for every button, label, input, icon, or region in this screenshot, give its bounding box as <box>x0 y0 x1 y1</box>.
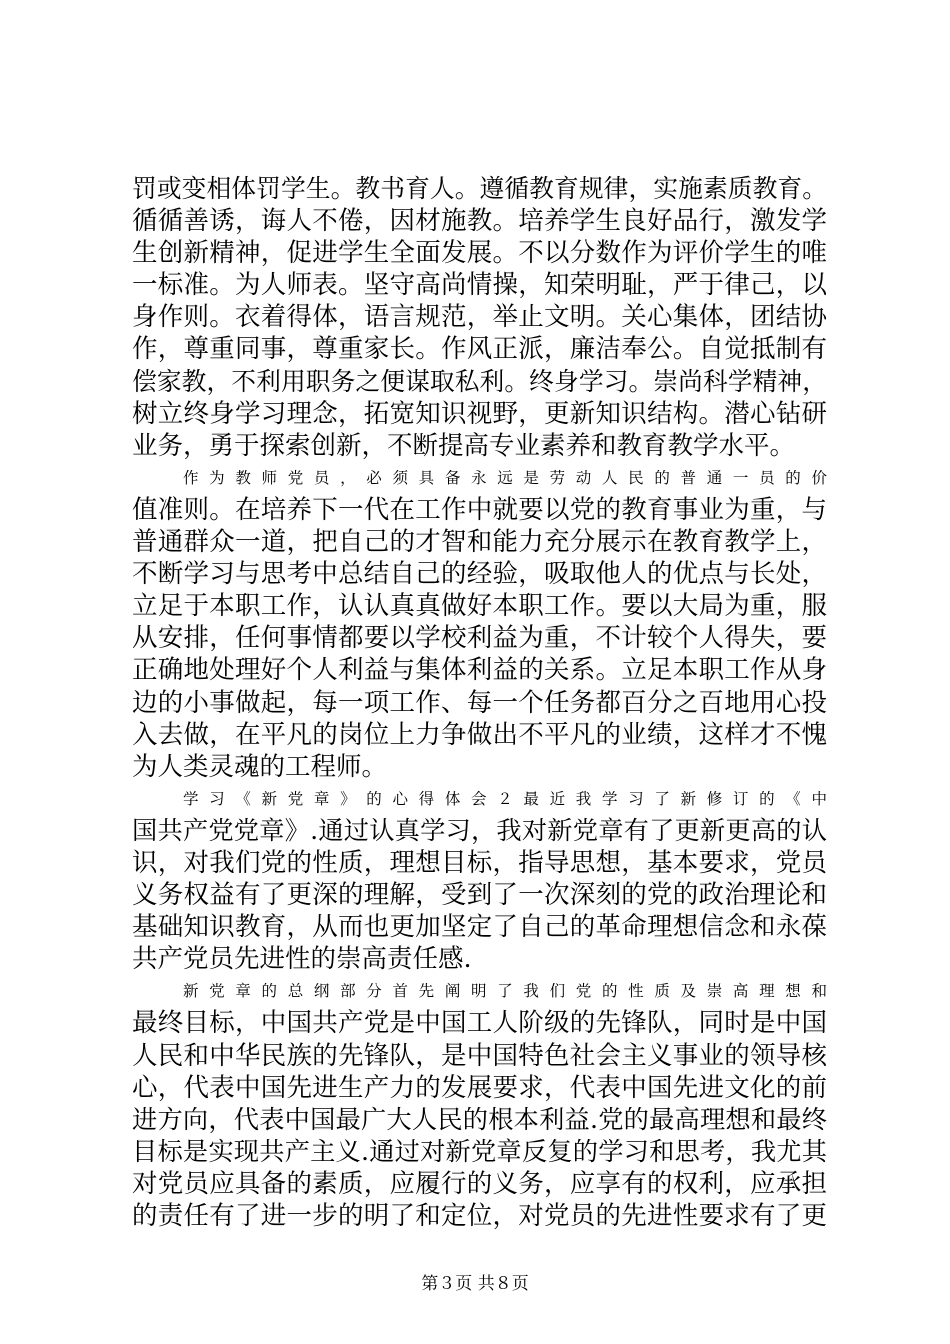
text-line: 正确地处理好个人利益与集体利益的关系。立足本职工作从身 <box>132 655 827 686</box>
text-line: 义务权益有了更深的理解，受到了一次深刻的党的政治理论和 <box>132 880 827 911</box>
text-line: 循循善诱，诲人不倦，因材施教。培养学生良好品行，激发学 <box>132 206 827 237</box>
text-line: 树立终身学习理念，拓宽知识视野，更新知识结构。潜心钻研 <box>132 398 827 429</box>
text-line: 作，尊重同事，尊重家长。作风正派，廉洁奉公。自觉抵制有 <box>132 334 827 365</box>
text-line: 入去做，在平凡的岗位上力争做出不平凡的业绩，这样才不愧 <box>132 719 827 750</box>
text-line: 生创新精神，促进学生全面发展。不以分数作为评价学生的唯 <box>132 238 827 269</box>
text-line: 对党员应具备的素质，应履行的义务，应享有的权利，应承担 <box>132 1168 827 1199</box>
text-line: 身作则。衣着得体，语言规范，举止文明。关心集体，团结协 <box>132 302 827 333</box>
text-line: 偿家教，不利用职务之便谋取私利。终身学习。崇尚科学精神， <box>132 366 827 396</box>
text-line: 从安排，任何事情都要以学校利益为重，不计较个人得失，要 <box>132 623 827 654</box>
document-body <box>132 173 827 1232</box>
text-line: 值准则。在培养下一代在工作中就要以党的教育事业为重，与 <box>132 494 827 525</box>
text-line: 目标是实现共产主义.通过对新党章反复的学习和思考，我尤其 <box>132 1136 827 1166</box>
text-line: 基础知识教育，从而也更加坚定了自己的革命理想信念和永葆 <box>132 912 827 943</box>
text-line: 新党章的总纲部分首先阐明了我们党的性质及崇高理想和 <box>183 982 827 1001</box>
text-line: 学习《新党章》的心得体会２最近我学习了新修订的《中 <box>183 789 827 808</box>
text-line: 立足于本职工作，认认真真做好本职工作。要以大局为重，服 <box>132 591 827 622</box>
page-number-footer: 第３页 共８页 <box>421 1274 529 1294</box>
text-line: 人民和中华民族的先锋队，是中国特色社会主义事业的领导核 <box>132 1040 827 1071</box>
text-line: 作为教师党员，必须具备永远是劳动人民的普通一员的价 <box>183 468 827 487</box>
text-line: 业务，勇于探索创新，不断提高专业素养和教育教学水平。 <box>132 430 796 461</box>
text-line: 一标准。为人师表。坚守高尚情操，知荣明耻，严于律己，以 <box>132 270 827 301</box>
text-line: 进方向，代表中国最广大人民的根本利益.党的最高理想和最终 <box>132 1104 827 1134</box>
text-line: 最终目标，中国共产党是中国工人阶级的先锋队，同时是中国 <box>132 1008 827 1039</box>
text-line: 的责任有了进一步的明了和定位，对党员的先进性要求有了更 <box>132 1201 827 1231</box>
text-line: 为人类灵魂的工程师。 <box>132 751 388 782</box>
text-line: 边的小事做起，每一项工作、每一个任务都百分之百地用心投 <box>132 687 827 718</box>
text-line: 普通群众一道，把自己的才智和能力充分展示在教育教学上， <box>132 527 827 558</box>
text-line: 识，对我们党的性质，理想目标，指导思想，基本要求，党员 <box>132 847 827 878</box>
text-line: 共产党员先进性的崇高责任感. <box>132 944 472 975</box>
text-line: 国共产党党章》.通过认真学习，我对新党章有了更新更高的认 <box>132 815 827 845</box>
text-line: 不断学习与思考中总结自己的经验，吸取他人的优点与长处， <box>132 559 827 590</box>
text-line: 罚或变相体罚学生。教书育人。遵循教育规律，实施素质教育。 <box>132 174 827 203</box>
text-line: 心，代表中国先进生产力的发展要求，代表中国先进文化的前 <box>132 1072 827 1103</box>
